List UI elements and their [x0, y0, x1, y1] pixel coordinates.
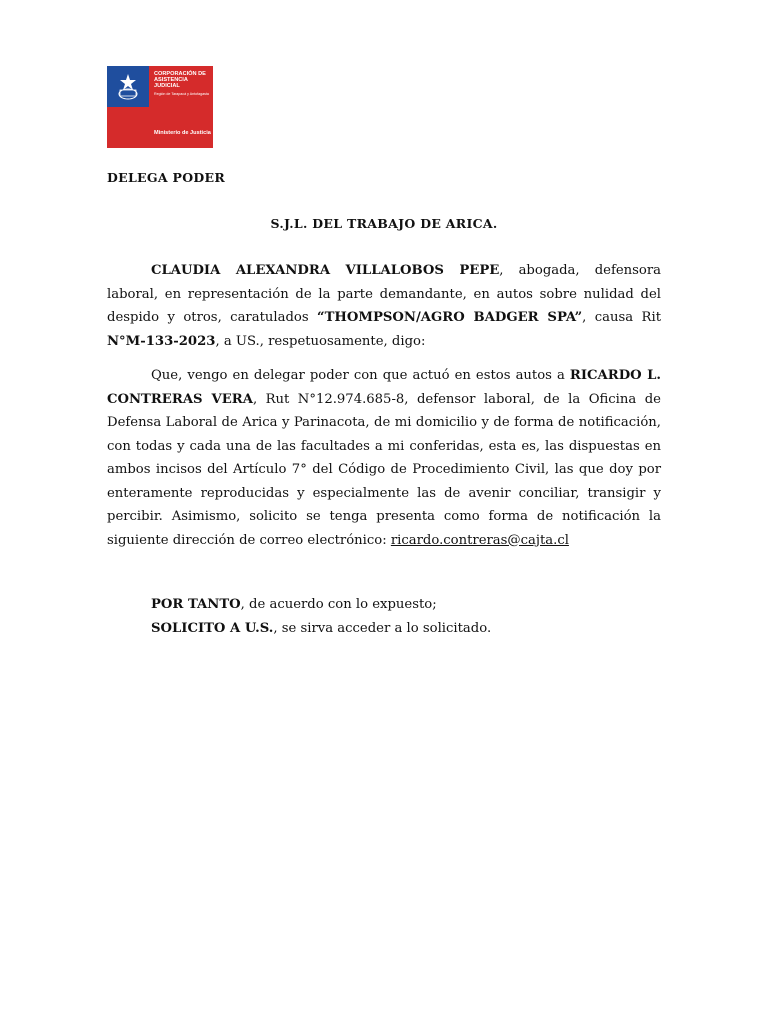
paragraph-appearance: CLAUDIA ALEXANDRA VILLALOBOS PEPE, abogada, defensora laboral, en representación de la parte demandante, en autos sobre nulidad del despido y otros, caratulados “THOMPSON/AGRO BADGER SPA”, causa Rit N°M-133-2023, a US., respetuosamente, digo: — [107, 263, 661, 349]
case-rit: N°M-133-2023 — [107, 333, 216, 349]
lawyer-name: CLAUDIA ALEXANDRA VILLALOBOS PEPE — [151, 263, 500, 278]
court-heading: S.J.L. DEL TRABAJO DE ARICA. — [270, 216, 498, 231]
logo-ministry: Ministerio de Justicia — [154, 130, 211, 136]
delegate-name: RICARDO L. CONTRERAS VERA — [107, 368, 661, 407]
logo-emblem — [107, 66, 149, 148]
coat-of-arms-icon — [113, 72, 143, 102]
logo-text-panel — [149, 66, 213, 148]
document-title: DELEGA PODER — [107, 170, 226, 185]
case-title: “THOMPSON/AGRO BADGER SPA” — [317, 310, 583, 325]
logo-region: Región de Tarapacá y Antofagasta — [154, 92, 209, 96]
closing-solicito: SOLICITO A U.S., se sirva acceder a lo solicitado. — [151, 621, 492, 636]
paragraph-delegation: Que, vengo en delegar poder con que actuó en estos autos a RICARDO L. CONTRERAS VERA, Rut N°12.974.685-8, defensor laboral, de la Oficina de Defensa Laboral de Arica y Parinacota, de mi domicilio y de forma de notificación, con todas y cada una de las facultades a mi conferidas, esta es, las dispuestas en ambos incisos del Artículo 7° del Código de Procedimiento Civil, las que doy por enteramente reproducidas y especialmente las de avenir conciliar, transigir y percibir. Asimismo, solicito se tenga presenta como forma de notificación la siguiente dirección de correo electrónico: ricardo.contreras@cajta.cl — [107, 368, 661, 548]
closing-por-tanto: POR TANTO, de acuerdo con lo expuesto; — [151, 597, 437, 612]
logo-corporation: CORPORACIÓN DE ASISTENCIA JUDICIAL — [154, 71, 206, 90]
institution-logo — [107, 66, 213, 148]
email-link[interactable]: ricardo.contreras@cajta.cl — [390, 532, 569, 548]
